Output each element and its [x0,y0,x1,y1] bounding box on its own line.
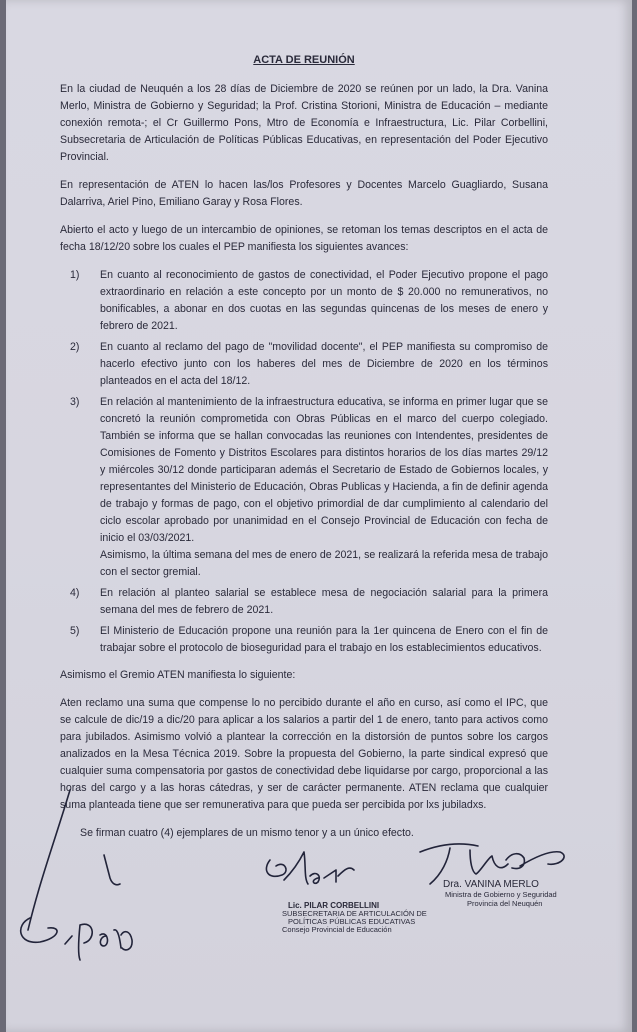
paragraph-participants-government: En la ciudad de Neuquén a los 28 días de Diciembre de 2020 se reúnen por un lado, la Dra. Vanina Merlo, Ministra de Gobierno y Seguridad; la Prof. Cristina Storioni, Ministra de Educación – mediante conexión remota-; el Cr Guillermo Pons, Mtro de Economía e Infraestructura, Lic. Pilar Corbellini, Subsecretaria de Articulación de Políticas Públicas Educativas, en representación del Poder Ejecutivo Provincial. [60,83,548,163]
list-item-text: El Ministerio de Educación propone una reunión para la 1er quincena de Enero con el fin de trabajar sobre el protocolo de bioseguridad para el trabajo en los establecimientos educativos. [100,625,548,654]
list-item-number: 5) [70,625,80,637]
list-item-text: En relación al planteo salarial se establece mesa de negociación salarial para la primera semana del mes de febrero de 2021. [100,587,548,616]
gremio-intro: Asimismo el Gremio ATEN manifiesta lo siguiente: [60,669,296,681]
list-item-number: 3) [70,396,80,408]
list-item-extra: Asimismo, la última semana del mes de enero de 2021, se realizará la referida mesa de trabajo con el sector gremial. [100,549,548,578]
list-item-number: 4) [70,587,80,599]
gremio-statement: Aten reclamo una suma que compense lo no percibido durante el año en curso, así como el IPC, que se calcule de dic/19 a dic/20 para aplicar a los salarios a partir del 1 de enero, tanto para activos como para jubilados. Asimismo volvió a plantear la corrección en la distorsión de puntos sobre los cargos analizados en la Mesa Técnica 2019. Sobre la propuesta del Gobierno, la parte sindical expresó que cualquier suma compensatoria por gastos de conectividad debe liquidarse por cargo, proporcional a las horas del cargo y a las horas cátedras, y ser de carácter permanente. ATEN reclama que cualquier suma planteada tiene que ser remunerativa para que pueda ser percibida por lxs jubiladxs. [60,697,548,811]
signature-stroke-left [28,790,70,930]
paragraph-participants-aten: En representación de ATEN lo hacen las/los Profesores y Docentes Marcelo Guagliardo, Susana Dalarriva, Ariel Pino, Emiliano Garay y Rosa Flores. [60,179,548,208]
stamp-corbellini [282,902,452,934]
signature-corbellini [266,852,354,884]
signature-stroke-left-mark [104,855,120,885]
signatory-role: Ministra de Gobierno y Seguridad [445,890,557,899]
list-item-text: En relación al mantenimiento de la infraestructura educativa, se informa en primer lugar que se concretó la reunión comprometida con Obras Públicas en el marco del cuerpo colegiado. También se informa que se hallan convocadas las reuniones con Intendentes, presidentes de Comisiones de Fomento y Distritos Escolares para distintos horarios de los días martes 29/12 y miércoles 30/12 donde participaran además el Secretario de Estado de Gobiernos locales, y representantes del Ministerio de Educación, Obras Publicas y Hacienda, a fin de definir agenda de trabajo y formas de pago, con el objetivo primordial de dar cumplimiento al calendario del ciclo escolar aprobado por unanimidad en el Consejo Provincial de Educación con fecha de inicio el 03/03/2021. Asimismo, la última semana del mes de enero de 2021, se realizará la referida mesa de trabajo con el sector gremial. [100,394,548,581]
signatory-office: Consejo Provincial de Educación [282,925,392,934]
signatory-name: Lic. PILAR CORBELLINI [288,901,380,910]
signature-merlo [420,844,564,884]
list-item-text: En cuanto al reclamo del pago de "movilidad docente", el PEP manifiesta su compromiso de hacerlo efectivo junto con los haberes del mes de Diciembre de 2020 en los términos planteados en el acta del 18/12. [100,341,548,387]
signature-block-merlo [443,879,613,908]
signatory-name: Dra. VANINA MERLO [443,879,539,890]
list-item-text: En cuanto al reconocimiento de gastos de conectividad, el Poder Ejecutivo propone el pago extraordinario en relación a este concepto por un monto de $ 20.000 no remunerativos, no bonificables, a abonar en dos cuotas en las segundas quincenas de los meses de enero y febrero de 2021. [100,269,548,332]
document-title: ACTA DE REUNIÓN [253,54,355,66]
signatory-province: Provincia del Neuquén [467,899,543,908]
paragraph-opening: Abierto el acto y luego de un intercambio de opiniones, se retoman los temas descriptos en el acta de fecha 18/12/20 sobre los cuales el PEP manifiesta los siguientes avances: [60,224,548,253]
signature-pons [21,918,132,960]
closing-statement: Se firman cuatro (4) ejemplares de un mismo tenor y a un único efecto. [80,827,414,839]
list-item-number: 2) [70,341,80,353]
list-item-number: 1) [70,269,80,281]
signatory-role: SUBSECRETARIA DE ARTICULACIÓN DE [282,909,427,918]
signatory-role: POLÍTICAS PÚBLICAS EDUCATIVAS [288,917,416,926]
